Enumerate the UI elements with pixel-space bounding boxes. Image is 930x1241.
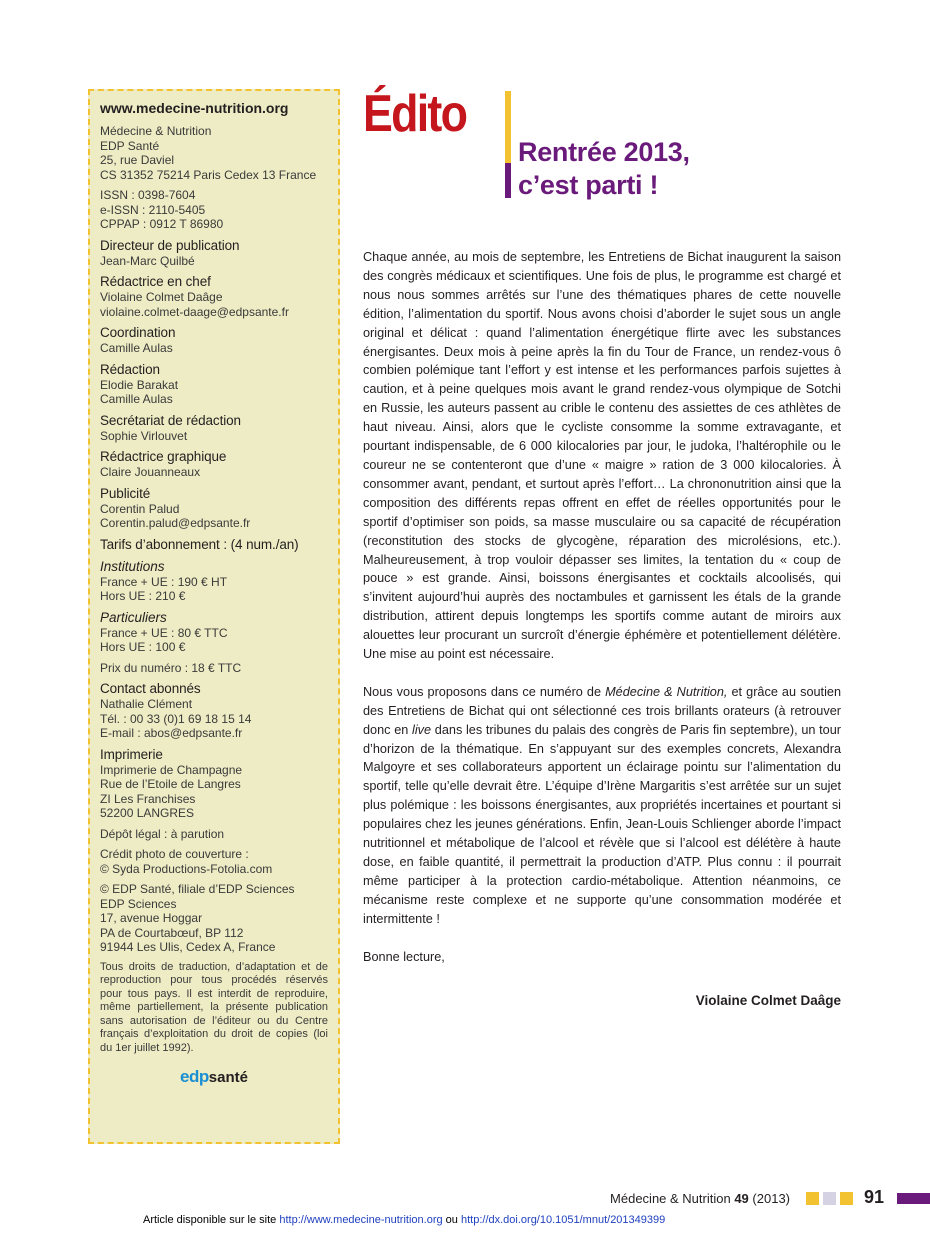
contact-email[interactable]: E-mail : abos@edpsante.fr [100,726,243,740]
contact-line: Nathalie Clément [100,697,193,711]
price-line: France + UE : 80 € TTC [100,625,228,640]
staff-name: Corentin Palud [100,501,180,516]
secretariat-section [100,413,328,444]
coordination-section [100,325,328,356]
address-line: ZI Les Franchises [100,791,196,806]
article-subtitle [518,136,690,202]
section-heading: Secrétariat de rédaction [100,412,241,428]
graphique-section [100,449,328,480]
copyright-address [100,882,328,955]
footer-square-yellow [840,1192,853,1205]
text-run: ou [445,1214,458,1226]
copyright-line: 91944 Les Ulis, Cedex A, France [100,940,276,954]
redaction-section [100,362,328,407]
staff-name: Sophie Virlouvet [100,428,188,443]
section-heading: Contact abonnés [100,681,201,696]
copyright-line: EDP Sciences [100,896,177,911]
article-availability-line [143,1214,665,1226]
journal-name: Médecine & Nutrition [610,1191,731,1206]
author-signature: Violaine Colmet Daâge [695,993,841,1009]
staff-name: Elodie Barakat [100,377,179,392]
subsection-heading: Particuliers [100,609,167,625]
price-line: Hors UE : 210 € [100,589,186,603]
address-line: Rue de l’Etoile de Langres [100,777,241,791]
contact-section [100,681,328,741]
staff-name: Jean-Marc Quilbé [100,253,195,268]
site-link[interactable]: http://www.medecine-nutrition.org [279,1214,443,1226]
subtitle-line: Rentrée 2013, [518,137,690,167]
page-number: 91 [864,1187,885,1207]
directeur-section [100,238,328,269]
address-line: 52200 LANGRES [100,806,195,820]
price-line: Hors UE : 100 € [100,640,186,654]
doi-link[interactable]: http://dx.doi.org/10.1051/mnut/201349399 [460,1214,666,1226]
editorial-body [363,248,841,1011]
copyright-line: PA de Courtabœuf, BP 112 [100,925,244,940]
section-heading: Coordination [100,325,176,340]
section-heading: Rédactrice en chef [100,274,211,289]
staff-name: Claire Jouanneaux [100,465,201,479]
edito-title: Édito [363,85,467,143]
issn-line: CPPAP : 0912 T 86980 [100,217,224,231]
photo-credit [100,847,328,876]
tarifs-section [100,537,328,655]
footer-purple-bar [897,1193,930,1204]
issn-line: ISSN : 0398-7604 [100,188,196,202]
address-line: Imprimerie de Champagne [100,762,243,777]
closing-line: Bonne lecture, [363,949,445,964]
copyright-line: © EDP Santé, filiale d’EDP Sciences [100,882,295,896]
issn-line: e-ISSN : 2110-5405 [100,202,206,217]
publisher-address [100,124,328,182]
edp-sante-logo [100,1067,328,1087]
section-heading: Directeur de publication [100,237,240,253]
title-accent-bar-purple [505,163,511,198]
journal-website-url[interactable]: www.medecine-nutrition.org [100,100,289,116]
footer-square-lilac [823,1192,836,1205]
publisher-line: 25, rue Daviel [100,153,175,167]
publisher-line: EDP Santé [100,138,160,153]
footer-square-yellow [806,1192,819,1205]
rights-notice: Tous droits de traduction, d’adaptation et de reproduction pour tous procédés réservés pour tous pays. Il est interdit de reproduire, même partiellement, la présente publication sans autorisation de l’éditeur ou du Centre français d’exploitation du droit de copies (loi du 1er juillet 1992). [100,960,328,1054]
section-heading: Imprimerie [100,746,163,762]
redactrice-section [100,274,328,319]
logo-sante-text: santé [208,1069,248,1086]
journal-citation [610,1191,790,1206]
paragraph: Chaque année, au mois de septembre, les Entretiens de Bichat inaugurent la saison des congrès médicaux et scientifiques. Une fois de plus, le programme est chargé et nous nous sommes arrêtés sur l’une des thématiques phares de cette nouvelle édition, l’alimentation du sportif. Nous avons choisi d’aborder le sujet sous un angle original et délicat : quand l’alimentation énergétique flirte avec les substances énergisantes. Deux mois à peine après la fin du Tour de France, un rendez-vous ô combien polémique tant l’effort y est intense et les performances parfois sujettes à caution, et à peine quelques mois avant le grand rendez-vous olympique de Sotchi en Russie, les auteurs passent au crible le contenu des assiettes de ces athlètes de haut niveau. Ainsi, alors que le cycliste consomme la somme extravagante, et pourtant indispensable, de 6 000 kilocalories par jour, le judoka, l’haltérophile ou le coureur ne se contenteront que d’une « maigre » ration de 3 000 kilocalories. À consommer avant, pendant, et surtout après l’effort… La chrononutrition ainsi que la composition des différents repas offrent en effet de réelles opportunités pour le sportif d’optimiser son poids, sa masse musculaire ou sa capacité de récupération (reconstitution des stocks de glycogène, réparation des microlésions, etc.). Malheureusement, à trop vouloir dépasser ses limites, la tentation du « coup de pouce » est grande. Ainsi, boissons énergisantes et cocktails alcoolisés, qui s’invitent aujourd’hui auprès des noctambules et garnissent les étals de la grande distribution, attirent depuis longtemps les sportifs comme autant de miroirs aux alouettes leur procurant un surcroît d’énergie éphémère et potentiellement délétère. Une mise au point est nécessaire. [363,250,841,662]
subsection-heading: Institutions [100,558,165,574]
imprimerie-section [100,747,328,821]
publisher-line: CS 31352 75214 Paris Cedex 13 France [100,167,317,182]
issue-price: Prix du numéro : 18 € TTC [100,660,242,675]
journal-year: (2013) [752,1191,790,1206]
title-accent-bar-yellow [505,91,511,163]
section-heading: Rédactrice graphique [100,449,227,464]
paragraph [363,683,841,929]
text-run: Article disponible sur le site [143,1214,277,1226]
staff-name: Camille Aulas [100,341,173,355]
publicite-section [100,486,328,531]
publisher-line: Médecine & Nutrition [100,124,212,138]
text-run: dans les tribunes du palais des congrès de Paris fin septembre), un tour d’horizon de la thématique. En s’appuyant sur des exemples concrets, Alexandra Malgoyre et ses collaborateurs apportent un éclairage pointu sur l’alimentation du sportif, telle qu’elle devrait être. L’équipe d’Irène Margaritis s’est arrêtée sur un sujet plus polémique : les boissons énergisantes, aux propriétés incertaines et pourtant si populaires chez les jeunes générations. Enfin, Jean-Louis Schlienger aborde l’impact nutritionnel et métabolique de l’alcool et révèle que si l’alcool est délétère à haute dose, en faible quantité, il permettrait la production d’ATP. Plus connu : il pourrait même participer à la protection cardio-métabolique. Attention néanmoins, ce mécanisme reste complexe et ne supporte qu’une consommation modérée et intermittente ! [363,722,841,926]
subtitle-line: c’est parti ! [518,170,659,200]
text-run: et grâce au soutien des Entretiens de Bichat qui ont sélectionné ces trois brillants orateurs (à retrouver donc en [363,684,842,737]
legal-deposit: Dépôt légal : à parution [100,826,225,841]
contact-line: Tél. : 00 33 (0)1 69 18 15 14 [100,711,252,726]
credit-line: Crédit photo de couverture : [100,847,249,861]
live-italic: live [412,722,432,737]
volume-number: 49 [734,1191,749,1206]
staff-email[interactable]: violaine.colmet-daage@edpsante.fr [100,304,289,319]
section-heading: Rédaction [100,361,160,377]
credit-line: © Syda Productions-Fotolia.com [100,861,273,876]
copyright-line: 17, avenue Hoggar [100,911,203,925]
masthead-sidebar [88,89,340,1144]
journal-title-italic: Médecine & Nutrition, [605,684,728,699]
price-line: France + UE : 190 € HT [100,574,228,589]
issn-info [100,188,328,232]
logo-edp-text: edp [180,1067,209,1086]
staff-name: Violaine Colmet Daâge [100,290,223,304]
staff-name: Camille Aulas [100,392,173,406]
staff-email[interactable]: Corentin.palud@edpsante.fr [100,516,251,530]
text-run: Nous vous proposons dans ce numéro de [363,684,606,699]
section-heading: Publicité [100,485,151,501]
section-heading: Tarifs d’abonnement : (4 num./an) [100,536,299,552]
